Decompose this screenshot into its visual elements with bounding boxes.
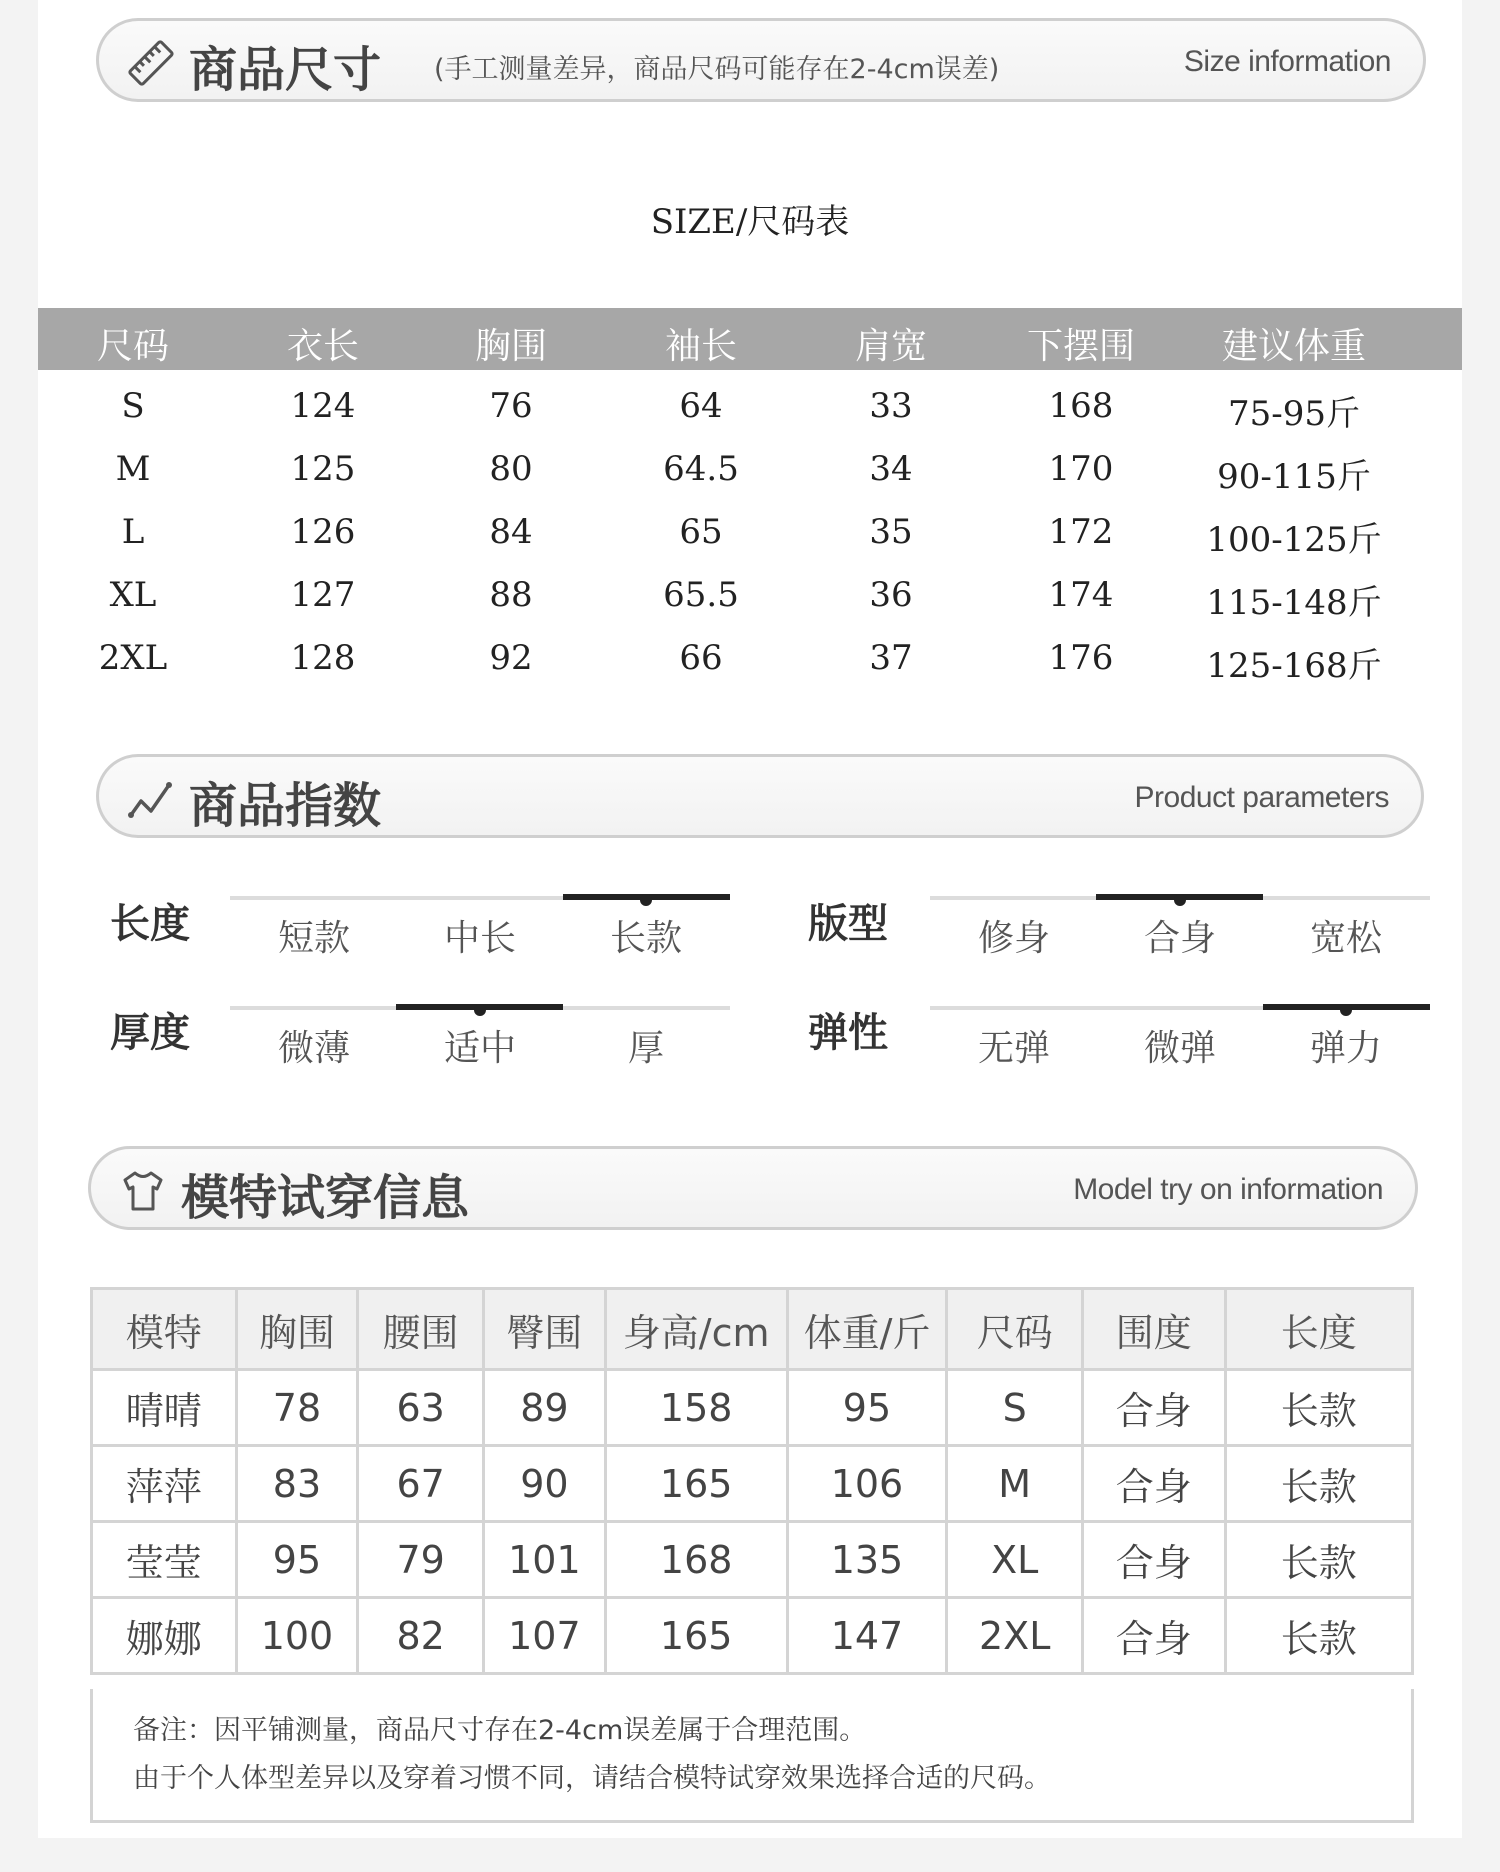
trend-line-icon <box>127 775 175 823</box>
size-cell: 75-95斤 <box>1227 394 1361 434</box>
model-cell: 165 <box>605 1446 787 1522</box>
model-header-cell: 体重/斤 <box>787 1289 947 1370</box>
size-cell: 37 <box>869 638 913 678</box>
model-section-english: Model try on information <box>1073 1173 1383 1206</box>
model-table-row <box>92 1370 1413 1446</box>
size-header-cell: 尺码 <box>96 326 170 367</box>
param-scale-elasticity <box>930 1006 1430 1069</box>
param-option: 中长 <box>443 918 517 959</box>
param-scale-length <box>230 896 730 959</box>
size-cell: 33 <box>869 386 913 426</box>
size-cell: 90-115斤 <box>1217 457 1371 497</box>
size-section-header <box>96 18 1426 102</box>
param-option: 厚 <box>627 1028 665 1069</box>
scale-selected-dot <box>1174 894 1186 906</box>
model-header-cell: 胸围 <box>236 1289 358 1370</box>
model-cell: 2XL <box>947 1598 1083 1674</box>
size-table-row <box>38 441 1462 503</box>
size-header-cell: 衣长 <box>286 326 360 367</box>
model-cell: 158 <box>605 1370 787 1446</box>
model-cell: 莹莹 <box>92 1522 237 1598</box>
size-cell: 64.5 <box>663 449 739 489</box>
size-table-row <box>38 630 1462 692</box>
size-cell: 125 <box>290 449 356 489</box>
model-cell: 135 <box>787 1522 947 1598</box>
size-cell: 88 <box>489 575 533 615</box>
size-header-cell: 下摆围 <box>1026 326 1136 367</box>
size-cell: 168 <box>1048 386 1114 426</box>
size-cell: M <box>115 449 151 489</box>
model-cell: S <box>947 1370 1083 1446</box>
size-cell: 124 <box>290 386 356 426</box>
size-cell: 34 <box>869 449 913 489</box>
size-cell: 84 <box>489 512 533 552</box>
scale-selected-dot <box>640 894 652 906</box>
params-section-header <box>96 754 1424 838</box>
model-cell: 78 <box>236 1370 358 1446</box>
params-section-title: 商品指数 <box>189 778 382 834</box>
size-cell: 170 <box>1048 449 1114 489</box>
size-table-row <box>38 504 1462 566</box>
param-label-elasticity: 弹性 <box>808 1010 888 1056</box>
size-table-header <box>38 308 1462 370</box>
size-cell: 100-125斤 <box>1206 520 1382 560</box>
size-header-cell: 建议体重 <box>1221 326 1367 367</box>
size-section-subtitle: (手工测量差异，商品尺码可能存在2-4cm误差) <box>434 54 1000 85</box>
model-cell: 长款 <box>1225 1522 1412 1598</box>
size-header-cell: 胸围 <box>474 326 548 367</box>
size-cell: 128 <box>290 638 356 678</box>
size-cell: 76 <box>489 386 533 426</box>
param-label-length: 长度 <box>110 901 190 947</box>
model-header-cell: 长度 <box>1225 1289 1412 1370</box>
note-box <box>90 1689 1414 1823</box>
size-table-row <box>38 567 1462 629</box>
model-header-cell: 围度 <box>1083 1289 1226 1370</box>
model-cell: 168 <box>605 1522 787 1598</box>
model-cell: 合身 <box>1083 1370 1226 1446</box>
size-cell: XL <box>109 575 157 615</box>
param-option: 宽松 <box>1309 918 1383 959</box>
model-cell: 合身 <box>1083 1522 1226 1598</box>
model-cell: 89 <box>484 1370 606 1446</box>
size-cell: S <box>121 386 145 426</box>
size-cell: 115-148斤 <box>1206 583 1382 623</box>
size-cell: 126 <box>290 512 356 552</box>
model-cell: 90 <box>484 1446 606 1522</box>
param-option: 长款 <box>609 918 683 959</box>
model-table-header <box>92 1289 1413 1370</box>
size-header-cell: 肩宽 <box>854 326 928 367</box>
model-header-cell: 尺码 <box>947 1289 1083 1370</box>
model-cell: 95 <box>236 1522 358 1598</box>
param-option: 合身 <box>1143 918 1217 959</box>
model-cell: 82 <box>358 1598 484 1674</box>
size-cell: 80 <box>489 449 533 489</box>
model-cell: 101 <box>484 1522 606 1598</box>
note-line-1: 备注：因平铺测量，商品尺寸存在2-4cm误差属于合理范围。 <box>133 1715 867 1746</box>
size-cell: L <box>121 512 145 552</box>
model-header-cell: 模特 <box>92 1289 237 1370</box>
size-cell: 172 <box>1048 512 1114 552</box>
model-cell: M <box>947 1446 1083 1522</box>
params-section-english: Product parameters <box>1134 781 1389 814</box>
model-table-row <box>92 1522 1413 1598</box>
model-table-row <box>92 1446 1413 1522</box>
size-cell: 176 <box>1048 638 1114 678</box>
model-cell: 萍萍 <box>92 1446 237 1522</box>
ruler-icon <box>127 39 175 87</box>
size-cell: 125-168斤 <box>1206 646 1382 686</box>
model-cell: 长款 <box>1225 1370 1412 1446</box>
model-cell: 长款 <box>1225 1598 1412 1674</box>
model-cell: 79 <box>358 1522 484 1598</box>
model-cell: 106 <box>787 1446 947 1522</box>
param-option: 微薄 <box>277 1028 351 1069</box>
size-cell: 65 <box>679 512 723 552</box>
scale-selected-dot <box>1340 1004 1352 1016</box>
model-cell: 晴晴 <box>92 1370 237 1446</box>
param-option: 弹力 <box>1309 1028 1383 1069</box>
model-table-row <box>92 1598 1413 1674</box>
note-line-2: 由于个人体型差异以及穿着习惯不同，请结合模特试穿效果选择合适的尺码。 <box>133 1763 1051 1794</box>
size-section-title: 商品尺寸 <box>189 42 382 98</box>
model-section-header <box>88 1146 1418 1230</box>
size-chart-sheet <box>38 0 1462 1838</box>
model-cell: 娜娜 <box>92 1598 237 1674</box>
model-header-cell: 臀围 <box>484 1289 606 1370</box>
param-option: 微弹 <box>1143 1028 1217 1069</box>
model-cell: 67 <box>358 1446 484 1522</box>
size-cell: 174 <box>1048 575 1114 615</box>
size-cell: 92 <box>489 638 533 678</box>
size-cell: 2XL <box>98 638 168 678</box>
model-cell: 165 <box>605 1598 787 1674</box>
model-section-title: 模特试穿信息 <box>181 1170 470 1226</box>
size-table-row <box>38 378 1462 440</box>
model-cell: 95 <box>787 1370 947 1446</box>
model-cell: 107 <box>484 1598 606 1674</box>
param-option: 修身 <box>977 918 1051 959</box>
size-header-cell: 袖长 <box>664 326 738 367</box>
param-option: 短款 <box>277 918 351 959</box>
model-cell: 合身 <box>1083 1598 1226 1674</box>
model-header-cell: 腰围 <box>358 1289 484 1370</box>
size-table-title: SIZE/尺码表 <box>650 202 850 242</box>
param-label-thickness: 厚度 <box>110 1010 190 1056</box>
size-cell: 64 <box>679 386 723 426</box>
model-cell: 长款 <box>1225 1446 1412 1522</box>
shirt-icon <box>119 1167 167 1215</box>
model-cell: 83 <box>236 1446 358 1522</box>
model-cell: 合身 <box>1083 1446 1226 1522</box>
size-section-english: Size information <box>1183 45 1391 78</box>
size-cell: 65.5 <box>663 575 739 615</box>
size-cell: 35 <box>869 512 913 552</box>
model-table <box>90 1287 1414 1675</box>
param-scale-thickness <box>230 1006 730 1069</box>
param-label-fit: 版型 <box>808 901 888 947</box>
param-scale-fit <box>930 896 1430 959</box>
param-option: 适中 <box>443 1028 517 1069</box>
size-cell: 66 <box>679 638 723 678</box>
size-cell: 127 <box>290 575 356 615</box>
param-option: 无弹 <box>977 1028 1051 1069</box>
size-cell: 36 <box>869 575 913 615</box>
model-cell: 100 <box>236 1598 358 1674</box>
model-cell: 147 <box>787 1598 947 1674</box>
model-header-cell: 身高/cm <box>605 1289 787 1370</box>
model-cell: XL <box>947 1522 1083 1598</box>
model-cell: 63 <box>358 1370 484 1446</box>
scale-selected-dot <box>474 1004 486 1016</box>
